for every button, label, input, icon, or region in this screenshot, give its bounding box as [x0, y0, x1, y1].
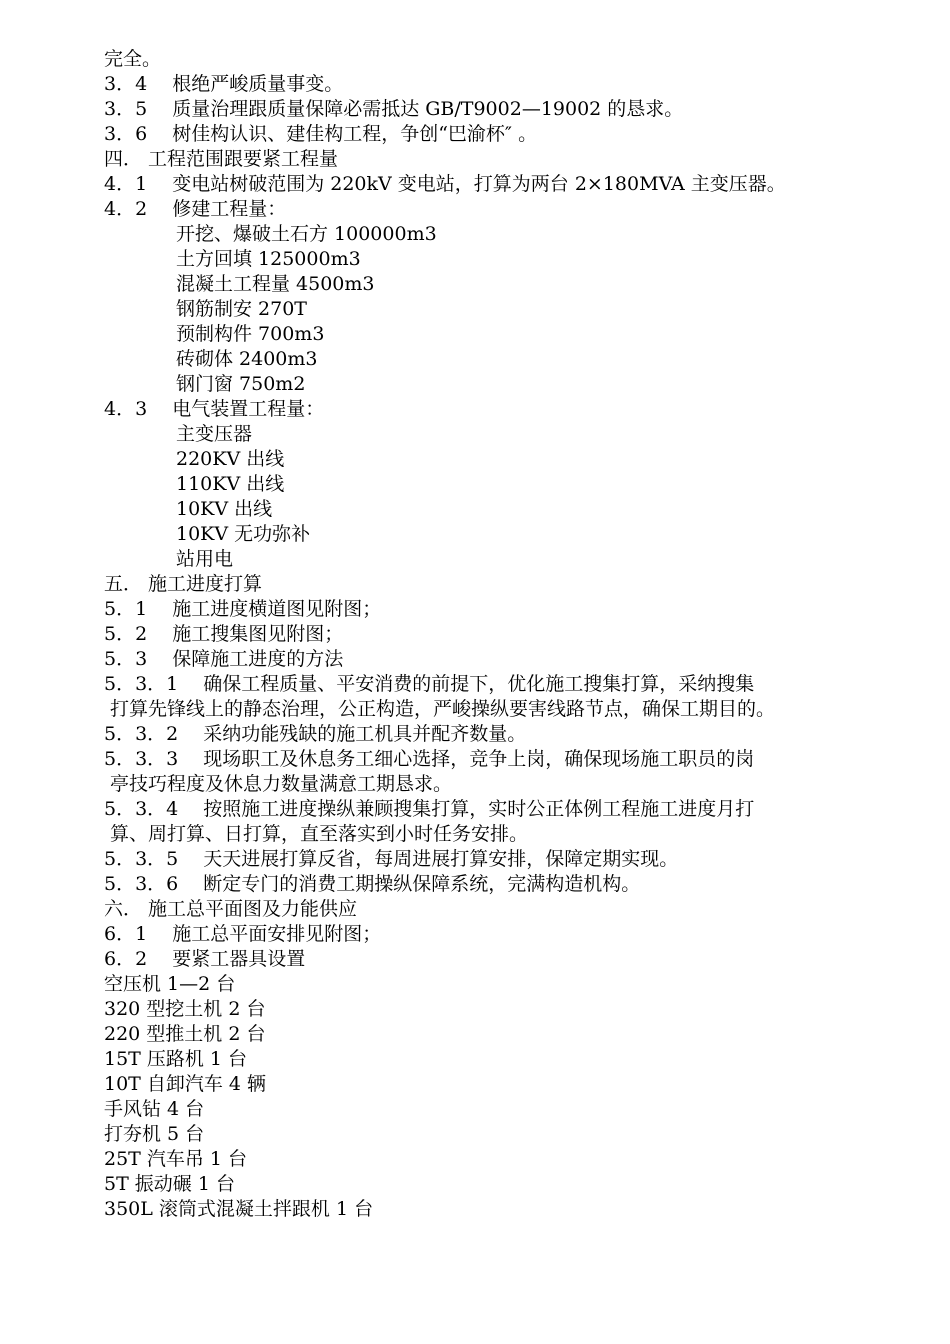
text-line: 3．6 树佳构认识、建佳构工程，争创“巴渝杯″ 。: [104, 123, 538, 145]
list-item: 站用电: [176, 548, 234, 570]
list-item: 空压机 1—2 台: [104, 973, 236, 995]
text-line: 5．3 保障施工进度的方法: [104, 648, 344, 670]
text-line: 5．3．6 断定专门的消费工期操纵保障系统，完满构造机构。: [104, 873, 641, 895]
list-item: 350L 滚筒式混凝土拌跟机 1 台: [104, 1198, 374, 1220]
list-item: 土方回填 125000m3: [176, 248, 361, 270]
text-line: 5．3．4 按照施工进度操纵兼顾搜集打算，实时公正体例工程施工进度月打: [104, 798, 755, 820]
list-item: 10T 自卸汽车 4 辆: [104, 1073, 267, 1095]
text-line: 5．1 施工进度横道图见附图；: [104, 598, 382, 620]
list-item: 钢门窗 750m2: [176, 373, 306, 395]
text-line: 亭技巧程度及休息力数量满意工期恳求。: [110, 773, 453, 795]
text-line: 4．3 电气装置工程量：: [104, 398, 325, 420]
section-heading: 五． 施工进度打算: [104, 573, 263, 595]
list-item: 220 型推土机 2 台: [104, 1023, 266, 1045]
list-item: 25T 汽车吊 1 台: [104, 1148, 248, 1170]
list-item: 15T 压路机 1 台: [104, 1048, 248, 1070]
list-item: 打夯机 5 台: [104, 1123, 205, 1145]
text-line: 5．3．5 天天进展打算反省，每周进展打算安排，保障定期实现。: [104, 848, 679, 870]
section-heading: 六． 施工总平面图及力能供应: [104, 898, 358, 920]
list-item: 320 型挖土机 2 台: [104, 998, 266, 1020]
text-line: 3．5 质量治理跟质量保障必需抵达 GB/T9002—19002 的恳求。: [104, 98, 684, 120]
text-line: 5．2 施工搜集图见附图；: [104, 623, 344, 645]
text-line: 3．4 根绝严峻质量事变。: [104, 73, 344, 95]
list-item: 主变压器: [176, 423, 253, 445]
list-item: 10KV 无功弥补: [176, 523, 311, 545]
section-heading: 四． 工程范围跟要紧工程量: [104, 148, 339, 170]
list-item: 预制构件 700m3: [176, 323, 325, 345]
list-item: 220KV 出线: [176, 448, 285, 470]
list-item: 5T 振动碾 1 台: [104, 1173, 235, 1195]
text-line: 4．2 修建工程量：: [104, 198, 287, 220]
list-item: 混凝土工程量 4500m3: [176, 273, 375, 295]
text-line: 5．3．2 采纳功能残缺的施工机具并配齐数量。: [104, 723, 527, 745]
list-item: 10KV 出线: [176, 498, 273, 520]
text-line: 5．3．1 确保工程质量、平安消费的前提下，优化施工搜集打算，采纳搜集: [104, 673, 755, 695]
list-item: 手风钻 4 台: [104, 1098, 205, 1120]
list-item: 110KV 出线: [176, 473, 285, 495]
list-item: 砖砌体 2400m3: [176, 348, 318, 370]
text-line: 4．1 变电站树破范围为 220kV 变电站，打算为两台 2×180MVA 主变压器。: [104, 173, 786, 195]
text-line: 完全。: [104, 48, 162, 70]
text-line: 5．3．3 现场职工及休息务工细心选择，竞争上岗，确保现场施工职员的岗: [104, 748, 755, 770]
list-item: 开挖、爆破土石方 100000m3: [176, 223, 437, 245]
text-line: 6．2 要紧工器具设置: [104, 948, 306, 970]
text-line: 算、周打算、日打算，直至落实到小时任务安排。: [110, 823, 529, 845]
text-line: 打算先锋线上的静态治理，公正构造，严峻操纵要害线路节点，确保工期目的。: [110, 698, 776, 720]
list-item: 钢筋制安 270T: [176, 298, 307, 320]
text-line: 6．1 施工总平面安排见附图；: [104, 923, 382, 945]
